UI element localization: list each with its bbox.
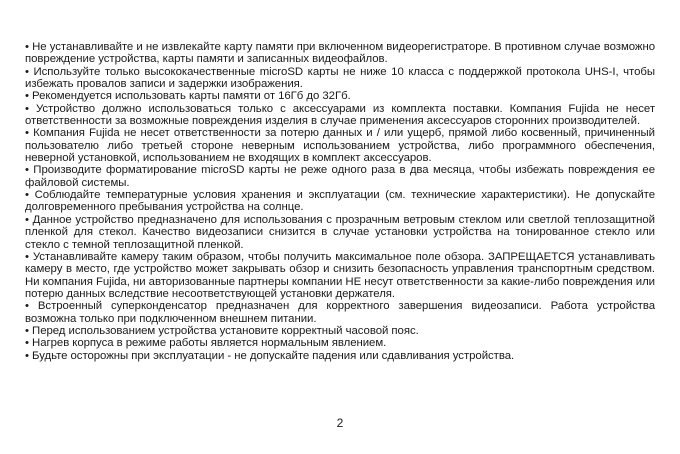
- precaution-item: • Устройство должно использоваться только с аксессуарами из комплекта поставки. Компания Fujida не несет ответственности за возможные повреждения изделия в случае применения аксессуаров сторонних производителей.: [25, 102, 655, 128]
- precaution-item: • Будьте осторожны при эксплуатации - не допускайте падения или сдавливания устройства.: [25, 349, 515, 362]
- precaution-item: • Нагрев корпуса в режиме работы является нормальным явлением.: [25, 337, 387, 350]
- precaution-item: • Производите форматирование microSD карты не реже одного раза в два месяца, чтобы избежать повреждения ее файловой системы.: [25, 164, 655, 189]
- precaution-item: • Перед использованием устройства установите корректный часовой пояс.: [25, 324, 419, 337]
- precaution-item: • Используйте только высококачественные microSD карты не ниже 10 класса с поддержкой протокола UHS-I, чтобы избежать провалов записи и задержки изображения.: [25, 65, 655, 91]
- precaution-item: • Соблюдайте температурные условия хранения и эксплуатации (см. технические характеристики). Не допускайте долговременного пребывания устройства на солнце.: [25, 189, 655, 214]
- precautions-text: [25, 41, 655, 362]
- precaution-item: • Данное устройство предназначено для использования с прозрачным ветровым стеклом или светлой теплозащитной пленкой для стекол. Качество видеозаписи снизится в случае установки устройства на тонированное стекло или стекло с темной теплозащитной пленкой.: [25, 213, 655, 251]
- precaution-item: • Не устанавливайте и не извлекайте карту памяти при включенном видеорегистраторе. В противном случае возможно повреждение устройства, карты памяти и записанных видеофайлов.: [25, 41, 655, 66]
- precaution-item: • Рекомендуется использовать карты памяти от 16Гб до 32Гб.: [25, 90, 351, 103]
- precaution-item: • Устанавливайте камеру таким образом, чтобы получить максимальное поле обзора. ЗАПРЕЩАЕТСЯ устанавливать камеру в место, где устройство может закрывать обзор и снизить безопасность управления транспортным средством. Ни компания Fujida, ни авторизованные партнеры компании НЕ несут ответственности за какие-либо повреждения или потерю данных вследствие несоответствующей установки держателя.: [25, 250, 655, 300]
- precaution-item: • Встроенный суперконденсатор предназначен для корректного завершения видеозаписи. Работа устройства возможна только при подключенном внешнем питании.: [25, 300, 655, 325]
- page-number: 2: [336, 416, 344, 430]
- precaution-item: • Компания Fujida не несет ответственности за потерю данных и / или ущерб, прямой либо косвенный, причиненный пользователю либо третьей стороне неверным использованием устройства, либо программного обеспечения, неверной установкой, использованием не входящих в комплект аксессуаров.: [25, 127, 655, 165]
